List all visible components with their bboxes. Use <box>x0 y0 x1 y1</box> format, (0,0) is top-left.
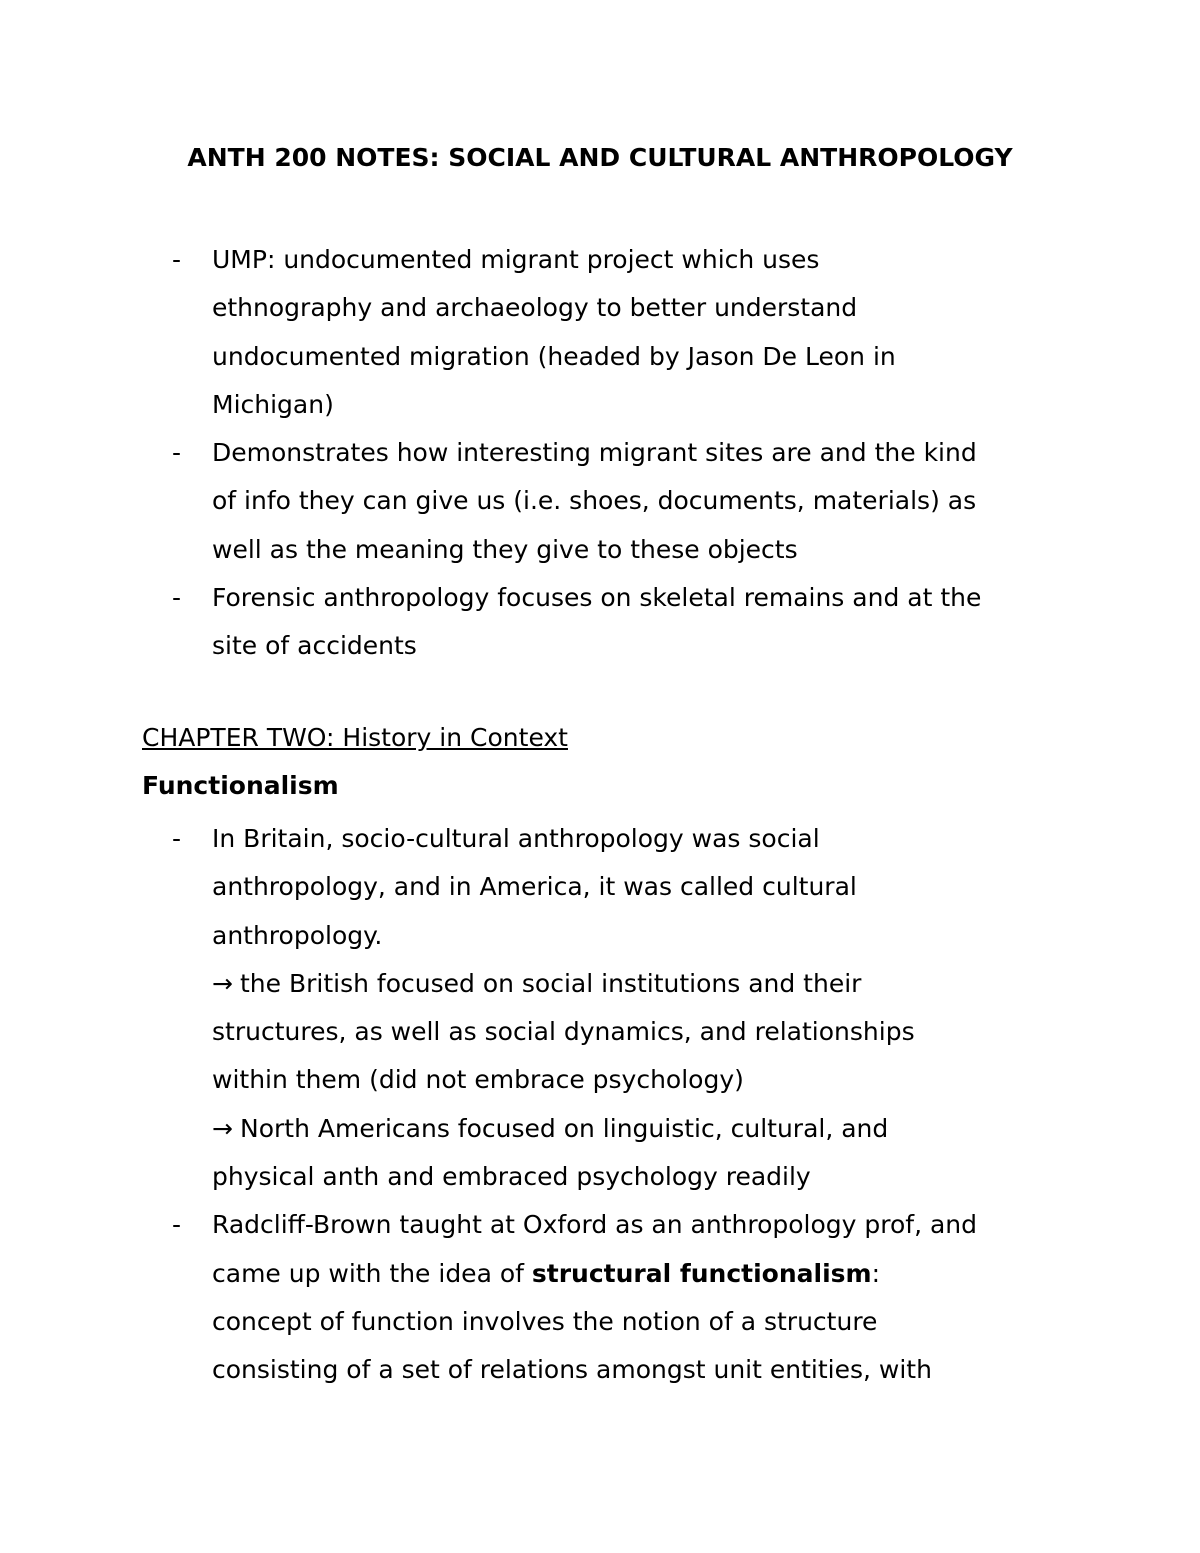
bullet-text-line: anthropology. <box>212 920 383 950</box>
text-run: : <box>871 1258 881 1288</box>
document-title: ANTH 200 NOTES: SOCIAL AND CULTURAL ANTHROPOLOGY <box>187 143 1013 172</box>
bullet-text-line: ethnography and archaeology to better understand <box>212 293 858 323</box>
bullet-text-line: concept of function involves the notion of a structure <box>212 1306 878 1336</box>
bullet-text-line: anthropology, and in America, it was called cultural <box>212 872 857 902</box>
bullet-text-line: consisting of a set of relations amongst unit entities, with <box>212 1355 932 1385</box>
bullet-text-line <box>0 1250 1200 1298</box>
bullet-dash: - <box>172 824 182 853</box>
list-item <box>0 429 1200 574</box>
sub-point-text: the British focused on social institutions and their <box>240 968 862 998</box>
list-item <box>0 236 1200 429</box>
list-item <box>0 815 1200 1201</box>
bullet-text-line: Forensic anthropology focuses on skeletal remains and at the <box>212 583 982 613</box>
bullet-dash: - <box>172 583 182 613</box>
sub-point-line: physical anth and embraced psychology readily <box>212 1162 811 1192</box>
bullet-text-line: In Britain, socio-cultural anthropology was social <box>212 824 820 853</box>
bullet-dash: - <box>172 245 182 274</box>
intro-bullet-list <box>0 236 1200 671</box>
arrow-right-icon: → <box>212 968 233 998</box>
bullet-text-line: well as the meaning they give to these objects <box>212 534 798 564</box>
section-heading: Functionalism <box>142 771 339 800</box>
bullet-text-line: Demonstrates how interesting migrant sites are and the kind <box>212 438 977 468</box>
bullet-dash: - <box>172 438 182 468</box>
functionalism-bullet-list <box>0 815 1200 1395</box>
list-item <box>0 1201 1200 1394</box>
bullet-dash: - <box>172 1210 182 1240</box>
sub-point-line: within them (did not embrace psychology) <box>212 1065 744 1095</box>
sub-point-line: structures, as well as social dynamics, and relationships <box>212 1017 915 1047</box>
sub-point-text: North Americans focused on linguistic, cultural, and <box>240 1113 889 1143</box>
sub-point-line <box>0 960 1200 1008</box>
bullet-text-line: of info they can give us (i.e. shoes, documents, materials) as <box>212 486 977 516</box>
key-term: structural functionalism <box>531 1258 872 1288</box>
bullet-text-line: site of accidents <box>212 631 417 661</box>
list-item <box>0 574 1200 671</box>
text-run: came up with the idea of <box>212 1258 532 1288</box>
bullet-text-line: undocumented migration (headed by Jason De Leon in <box>212 341 896 371</box>
bullet-text-line: Michigan) <box>212 389 334 419</box>
sub-point-line <box>0 1105 1200 1153</box>
bullet-text-line: UMP: undocumented migrant project which uses <box>212 245 820 274</box>
arrow-right-icon: → <box>212 1113 233 1143</box>
bullet-text-line: Radcliff-Brown taught at Oxford as an anthropology prof, and <box>212 1210 978 1240</box>
chapter-heading: CHAPTER TWO: History in Context <box>142 723 568 752</box>
